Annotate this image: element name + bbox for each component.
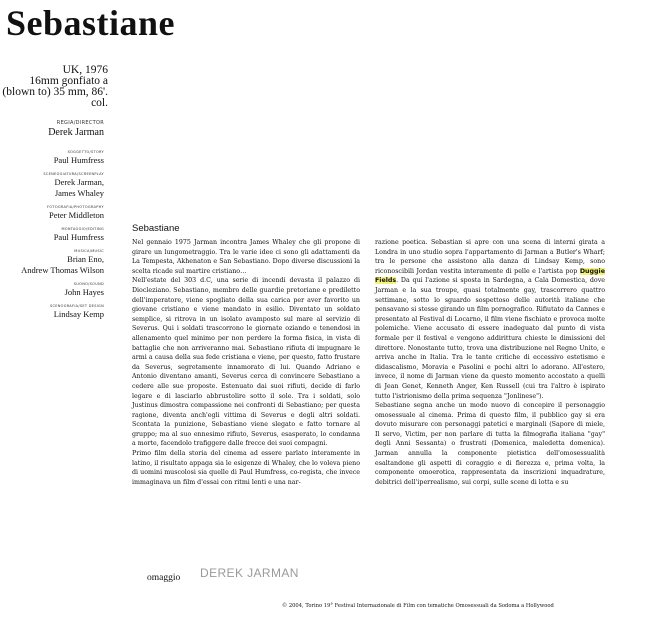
- synopsis-text: . Da qui l'azione si sposta in Sardegna, a Cala Domestica, dove Jarman e la sua troupe, quasi totalmente gay, trascorrero quattro settimane, sotto lo sguardo sospettoso delle autorità italiane che pensavano si stesse girando un film pornografico. Rifiutato da Cannes e presentato al Festival di Locarno, il film viene fischiato e provoca molte polemiche. Viene accusato di essere inadeguato dal punto di vista formale per il festival e vengono addirittura chieste le dimissioni del direttore. Nonostante tutto, trova una distribuzione nel Regno Unito, e arriva anche in Italia. Tra le tante critiche di eccessivo estetismo e didascalismo, Moravia e Pasolini e pochi altri lo adorano. All'estero, invece, il nome di Jarman viene da questo momento accostato a quelli di Jean Genet, Kenneth Anger, Ken Russell (cui tra l'altro è ispirato tutto l'istrionismo della prima sequenza "Jonlinese").: [375, 277, 605, 400]
- meta-country-year: UK, 1976: [62, 64, 108, 76]
- credit-role: MUSICA/MUSIC: [74, 249, 104, 253]
- synopsis-text: razione poetica. Sebastian si apre con una scena di interni girata a Londra in uno studio sopra l'appartamento di Jarman a Butler's Wharf; tra le persone che assistono alla danza di Lindsay Kemp, sono riconoscibili Jordan vestita interamente di pelle e l'artista pop: [375, 239, 605, 275]
- homage-label: omaggio: [147, 573, 181, 583]
- credit-name: Peter Middleton: [48, 210, 104, 220]
- credit-role: MONTAGGIO/EDITING: [61, 227, 104, 231]
- homage-name: DEREK JARMAN: [200, 566, 299, 580]
- credit-role: FOTOGRAFIA/PHOTOGRAPHY: [47, 205, 104, 209]
- meta-format: 16mm gonfiato a: [29, 75, 108, 87]
- synopsis-heading: Sebastiane: [132, 223, 180, 234]
- copyright-footer: © 2004, Torino 19° Festival Internazionale di Film con tematiche Omosessuali da Sodoma a Hollywood: [282, 603, 554, 609]
- credit-name: Lindsay Kemp: [53, 309, 104, 319]
- credit-music: [0, 249, 104, 276]
- credit-set-design: [0, 304, 104, 320]
- synopsis-paragraph: Sebastiane segna anche un modo nuovo di concepire il personaggio omosessuale al cinema. Prima di questo film, il pubblico gay si era dovuto misurare con personaggi patetici e marginali (Sapore di miele, Il servo, Victim, per non parlare di tutta la filmografia italiana "gay" degli Anni Sessanta) o frustrati (Domenica, maledetta domenica). Jarman annulla la componente pietistica dell'omosessualità esaltandone gli aspetti di coraggio e di fierezza e, prima volta, la componente omoerotica, rappresentata da inscrizioni inquadrature, debitrici dell'iperrealismo, sui corpi, sulle scene di lotta e su: [375, 402, 605, 486]
- credit-name: Derek Jarman: [48, 127, 104, 138]
- meta-color: col.: [91, 97, 108, 109]
- meta-format-blown: (blown to) 35 mm, 86'.: [2, 86, 108, 98]
- credit-role: SUONO/SOUND: [73, 282, 104, 286]
- synopsis-paragraph: [375, 238, 605, 401]
- credit-name: James Whaley: [54, 188, 104, 198]
- credit-story: [0, 150, 104, 166]
- credit-role: SCENEGGIATURA/SCREENPLAY: [43, 172, 104, 176]
- synopsis-paragraph: Nell'estate del 303 d.C, una serie di incendi devasta il palazzo di Diocleziano. Sebastiano, membro delle guardie pretoriane e prediletto dell'imperatore, viene spogliato della sua carica per aver favorito un giovane cristiano e viene mandato in esilio. Diventato un soldato semplice, si ritrova in un isolato avamposto sul mare al servizio di Severus. Qui i soldati trascorrono le giornate oziando e tenendosi in allenamento quel minimo per non perdere la forma fisica, in vista di battaglie che non arriveranno mai. Sebastiano rifiuta di impugnare le armi a causa della sua fede cristiana e viene, per questo, fatto frustare da Severus, segretamente innamorato di lui. Quando Adriano e Antonio diventano amanti, Severus cerca di convincere Sebastiano a cedere alle sue proposte. Estenuato dai suoi rifiuti, decide di farlo legare e di lasciarlo abbrustolire sotto il sole. Tra i soldati, solo Justinus dimostra compassione nei confronti di Sebastiano; per questa ragione, diventa anch'egli vittima di Severus e degli altri soldati. Scontata la punizione, Sebastiano viene slegato e fatto tornare al gruppo; ma al suo ennesimo rifiuto, Severus, esasperato, lo condanna a morte, facendolo trafiggere dalle frecce dei suoi compagni.: [132, 277, 360, 448]
- credit-director: [0, 120, 104, 138]
- synopsis-column-left: [132, 238, 360, 487]
- credit-name: John Hayes: [64, 287, 104, 297]
- synopsis-column-right: [375, 238, 605, 487]
- credit-editing: [0, 227, 104, 243]
- credit-photography: [0, 205, 104, 221]
- credit-name: Paul Humfress: [53, 232, 104, 242]
- credit-screenplay: [0, 172, 104, 199]
- credit-role: SCENOGRAFIA/SET DESIGN: [49, 304, 104, 308]
- credit-sound: [0, 282, 104, 298]
- synopsis-paragraph: Nel gennaio 1975 Jarman incontra James Whaley che gli propone di girare un lungometraggio. Tra le varie idee ci sono gli adattamenti da La Tempesta, Akhenaton e San Sebastiano. Dopo diverse discussioni la scelta ricade sul martire cristiano…: [132, 239, 360, 275]
- film-title: Sebastiane: [6, 3, 176, 43]
- credit-name: Paul Humfress: [53, 155, 104, 165]
- credit-name: Brian Eno,: [67, 254, 104, 264]
- credits-list: [0, 120, 104, 326]
- credit-name: Derek Jarman,: [54, 177, 104, 187]
- highlighted-link-duggie-fields[interactable]: Duggie Fields: [375, 267, 605, 285]
- credit-role: REGIA/DIRECTOR: [56, 120, 104, 126]
- film-meta: [0, 65, 108, 109]
- credit-name: Andrew Thomas Wilson: [21, 265, 104, 275]
- credit-role: SOGGETTO/STORY: [67, 150, 104, 154]
- synopsis-paragraph: Primo film della storia del cinema ad essere parlato interamente in latino, il risultato appaga sia le esigenze di Whaley, che lo voleva pieno di uomini muscolosi sia quelle di Paul Humfress, co-regista, che invece immaginava un film d'essai con ritmi lenti e una nar-: [132, 450, 360, 486]
